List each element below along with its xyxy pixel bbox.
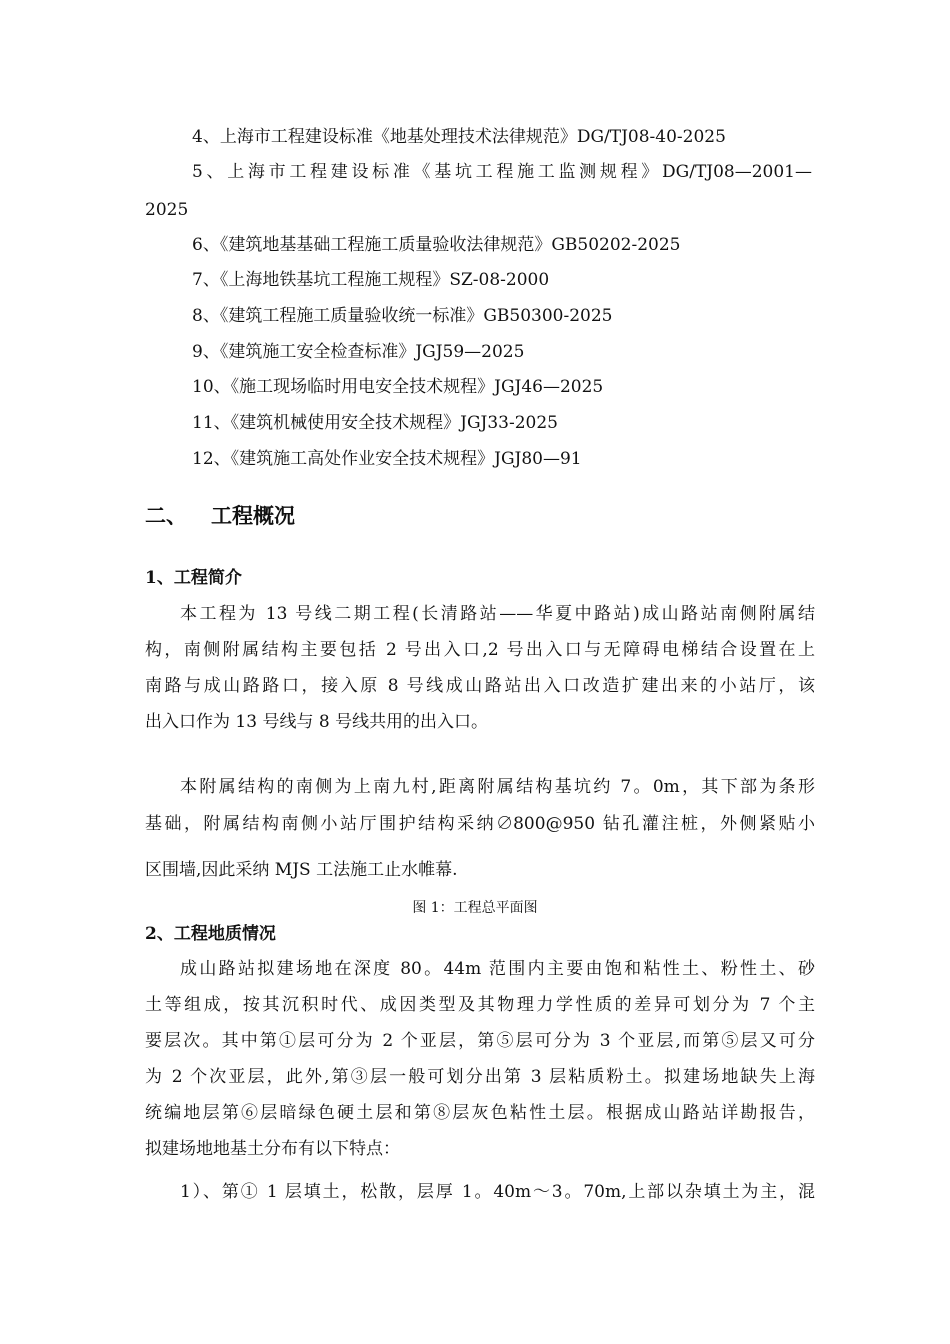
reference-item: 8、《建筑工程施工质量验收统一标准》GB50300-2025	[192, 306, 613, 326]
reference-item: 6、《建筑地基基础工程施工质量验收法律规范》GB50202-2025	[192, 235, 681, 255]
paragraph-line: 为 2 个次亚层，此外,第③层一般可划分出第 3 层粘质粉土。拟建场地缺失上海	[145, 1067, 815, 1087]
paragraph-line: 本工程为 13 号线二期工程(长清路站——华夏中路站)成山路站南侧附属结	[180, 604, 815, 624]
paragraph-line: 区围墙,因此采纳 MJS 工法施工止水帷幕.	[145, 860, 458, 880]
reference-item: 5、上海市工程建设标准《基坑工程施工监测规程》DG/TJ08—2001—	[192, 162, 812, 182]
paragraph-line: 拟建场地地基土分布有以下特点：	[145, 1139, 400, 1159]
reference-item: 9、《建筑施工安全检查标准》JGJ59—2025	[192, 342, 525, 362]
reference-item: 4、上海市工程建设标准《地基处理技术法律规范》DG/TJ08-40-2025	[192, 127, 726, 147]
reference-item: 7、《上海地铁基坑工程施工规程》SZ-08-2000	[192, 270, 550, 290]
section-title: 工程概况	[211, 504, 295, 528]
section-number: 二、	[145, 504, 187, 528]
paragraph-line: 基础，附属结构南侧小站厅围护结构采纳∅800@950 钻孔灌注桩，外侧紧贴小	[145, 814, 815, 834]
paragraph-line: 构，南侧附属结构主要包括 2 号出入口,2 号出入口与无障碍电梯结合设置在上	[145, 640, 815, 660]
paragraph-line: 本附属结构的南侧为上南九村,距离附属结构基坑约 7。0m，其下部为条形	[180, 777, 815, 797]
reference-item: 11、《建筑机械使用安全技术规程》JGJ33-2025	[192, 413, 558, 433]
paragraph-line: 出入口作为 13 号线与 8 号线共用的出入口。	[145, 712, 489, 732]
paragraph-line: 土等组成，按其沉积时代、成因类型及其物理力学性质的差异可划分为 7 个主	[145, 995, 815, 1015]
subsection-heading: 2、工程地质情况	[145, 924, 276, 944]
paragraph-line: 统编地层第⑥层暗绿色硬土层和第⑧层灰色粘性土层。根据成山路站详勘报告，	[145, 1103, 815, 1123]
reference-item-continuation: 2025	[145, 200, 189, 220]
paragraph-line: 南路与成山路路口，接入原 8 号线成山路站出入口改造扩建出来的小站厅，该	[145, 676, 815, 696]
reference-item: 12、《建筑施工高处作业安全技术规程》JGJ80—91	[192, 449, 582, 469]
subsection-heading: 1、工程简介	[145, 568, 242, 588]
figure-caption: 图 1：工程总平面图	[412, 900, 538, 916]
paragraph-line: 要层次。其中第①层可分为 2 个亚层，第⑤层可分为 3 个亚层,而第⑤层又可分	[145, 1031, 815, 1051]
paragraph-line: 成山路站拟建场地在深度 80。44m 范围内主要由饱和粘性土、粉性土、砂	[180, 959, 815, 979]
section-heading	[145, 502, 295, 530]
reference-item: 10、《施工现场临时用电安全技术规程》JGJ46—2025	[192, 377, 604, 397]
paragraph-line: 1）、第① 1 层填土，松散，层厚 1。40m～3。70m,上部以杂填土为主，混	[180, 1182, 815, 1202]
